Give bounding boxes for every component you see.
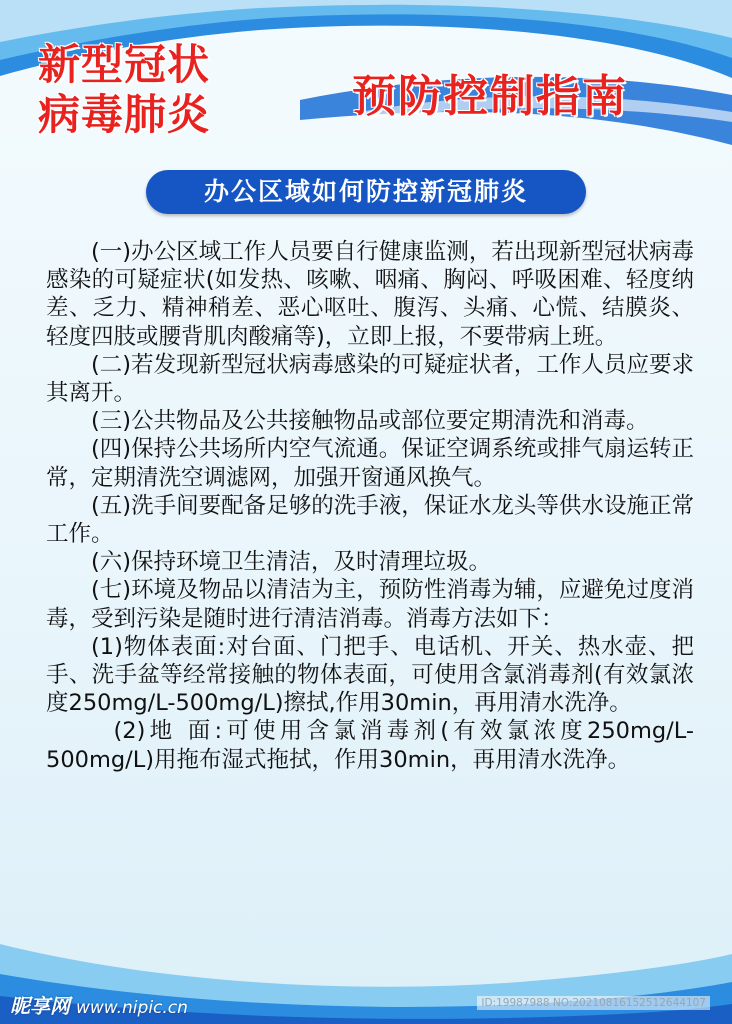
image-id-stamp: ID:19987988 NO:20210816152512644107 [477,996,710,1010]
title-left-line1: 新型冠状 [38,40,211,89]
guideline-body [46,238,694,774]
guide-title: 预防控制指南 [352,71,628,122]
paragraph-7: (七)环境及物品以清洁为主，预防性消毒为辅，应避免过度消毒，受到污染是随时进行清洁消毒。消毒方法如下： [46,577,694,632]
paragraph-1: (一)办公区域工作人员要自行健康监测，若出现新型冠状病毒感染的可疑症状(如发热、咳嗽、咽痛、胸闷、呼吸困难、轻度纳差、乏力、精神稍差、恶心呕吐、腹泻、头痛、心慌、结膜炎、轻度四肢或腰背肌肉酸痛等)，立即上报，不要带病上班。 [46,239,694,350]
section-title-badge: 办公区域如何防控新冠肺炎 [146,170,586,214]
watermark-brand: 昵享网 [10,994,70,1018]
paragraph-3: (三)公共物品及公共接触物品或部位要定期清洗和消毒。 [91,408,649,435]
paragraph-6: (六)保持环境卫生清洁，及时清理垃圾。 [91,549,492,576]
paragraph-4: (四)保持公共场所内空气流通。保证空调系统或排气扇运转正常，定期清洗空调滤网，加强开窗通风换气。 [46,436,694,491]
disease-name-title [38,40,210,140]
paragraph-5: (五)洗手间要配备足够的洗手液，保证水龙头等供水设施正常工作。 [46,492,694,548]
title-left-line2: 病毒肺炎 [38,90,211,139]
paragraph-9: (2)地 面:可使用含氯消毒剂(有效氯浓度250mg/L-500mg/L)用拖布湿式拖拭，作用30min，再用清水洗净。 [46,718,694,773]
site-watermark [10,990,188,1019]
watermark-site: www.nipic.cn [76,998,188,1018]
paragraph-8: (1)物体表面:对台面、门把手、电话机、开关、热水壶、把手、洗手盆等经常接触的物体表面，可使用含氯消毒剂(有效氯浓度250mg/L-500mg/L)擦拭,作用30min，再用清水洗净。 [46,633,694,717]
paragraph-2: (二)若发现新型冠状病毒感染的可疑症状者，工作人员应要求其离开。 [46,351,694,407]
